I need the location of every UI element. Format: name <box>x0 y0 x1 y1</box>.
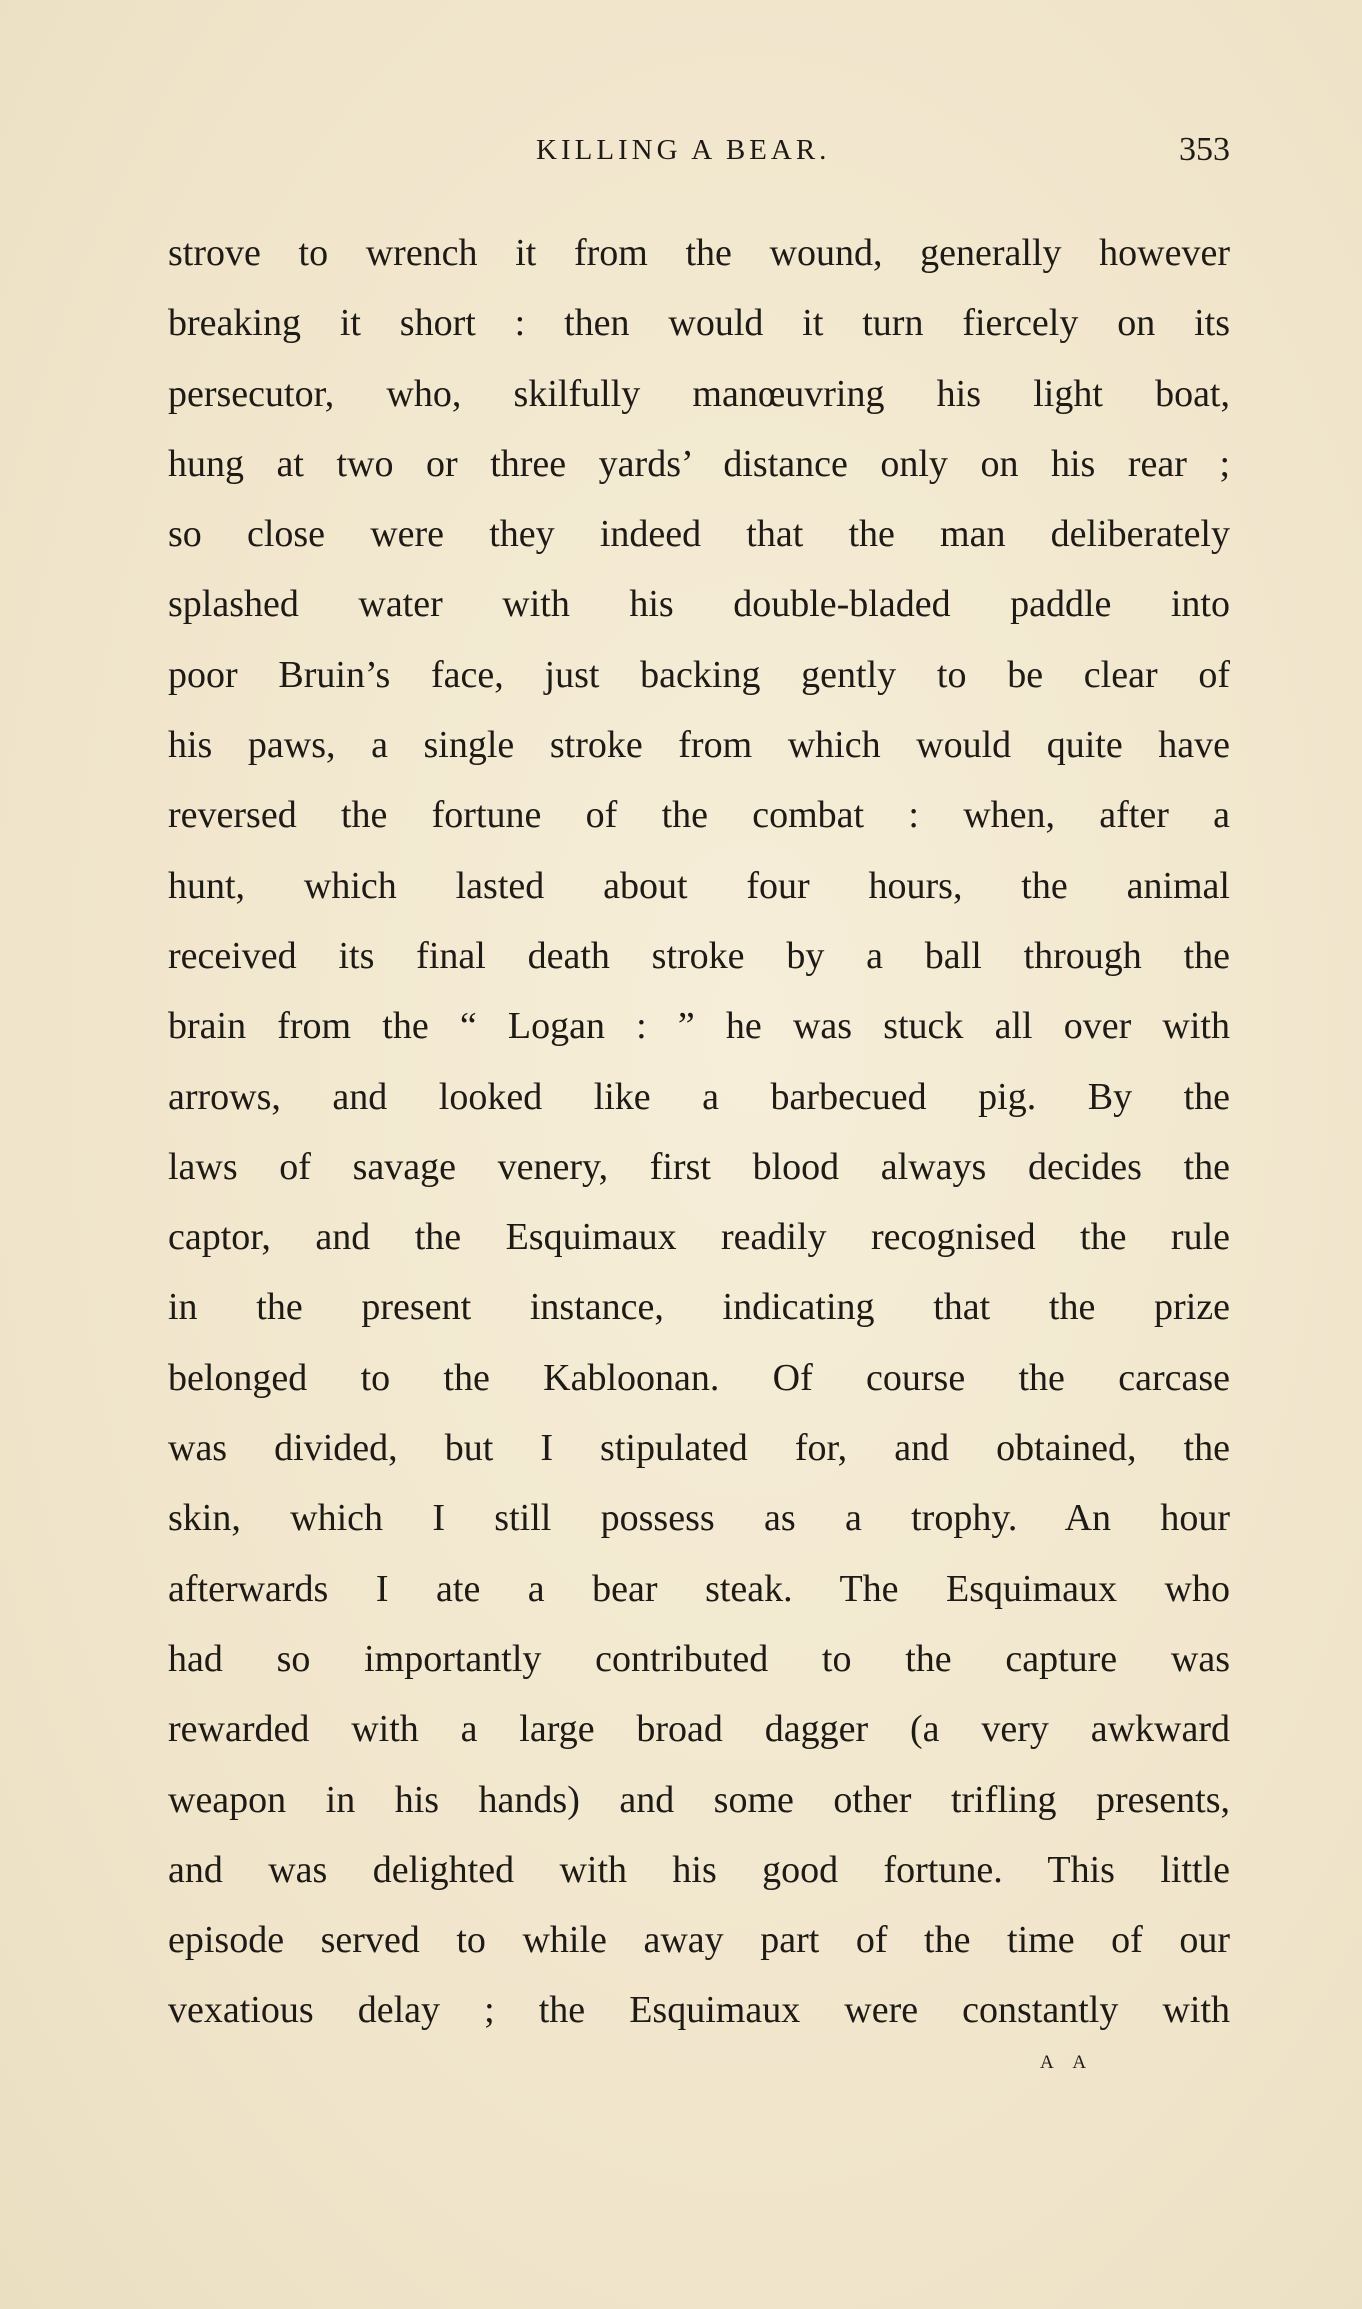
running-title: KILLING A BEAR. <box>536 134 831 166</box>
running-head <box>168 128 1230 172</box>
text-line: reversed the fortune of the combat : when, after a <box>168 794 1230 837</box>
text-line: poor Bruin’s face, just backing gently to be clear of <box>168 653 1230 696</box>
text-line: rewarded with a large broad dagger (a very awkward <box>168 1708 1230 1751</box>
text-line: episode served to while away part of the time of our <box>168 1919 1230 1962</box>
text-line: brain from the “ Logan : ” he was stuck all over with <box>168 1005 1230 1048</box>
text-line: strove to wrench it from the wound, generally however <box>168 232 1230 274</box>
text-line: splashed water with his double-bladed paddle into <box>168 583 1230 626</box>
text-line: so close were they indeed that the man deliberately <box>168 513 1230 556</box>
text-line: arrows, and looked like a barbecued pig. By the <box>168 1075 1230 1118</box>
text-line: in the present instance, indicating that the prize <box>168 1286 1230 1329</box>
signature-mark: A A <box>1040 2052 1095 2073</box>
text-line: captor, and the Esquimaux readily recognised the rule <box>168 1216 1230 1259</box>
text-line: his paws, a single stroke from which would quite have <box>168 724 1230 767</box>
text-line: laws of savage venery, first blood always decides the <box>168 1145 1230 1188</box>
text-line: vexatious delay ; the Esquimaux were constantly with <box>168 1989 1230 2032</box>
text-line: was divided, but I stipulated for, and obtained, the <box>168 1427 1230 1470</box>
text-line: hunt, which lasted about four hours, the animal <box>168 864 1230 907</box>
text-line: and was delighted with his good fortune. This little <box>168 1848 1230 1891</box>
text-line: weapon in his hands) and some other trifling presents, <box>168 1778 1230 1821</box>
text-line: had so importantly contributed to the capture was <box>168 1637 1230 1680</box>
body-text <box>168 218 1230 2046</box>
text-line: hung at two or three yards’ distance only on his rear ; <box>168 442 1230 485</box>
text-line: received its final death stroke by a ball through the <box>168 934 1230 977</box>
text-line: breaking it short : then would it turn fiercely on its <box>168 302 1230 345</box>
text-line: persecutor, who, skilfully manœuvring his light boat, <box>168 372 1230 415</box>
text-line: afterwards I ate a bear steak. The Esquimaux who <box>168 1567 1230 1610</box>
text-line: skin, which I still possess as a trophy. An hour <box>168 1497 1230 1540</box>
page-number: 353 <box>1179 131 1230 168</box>
text-line: belonged to the Kabloonan. Of course the carcase <box>168 1356 1230 1399</box>
